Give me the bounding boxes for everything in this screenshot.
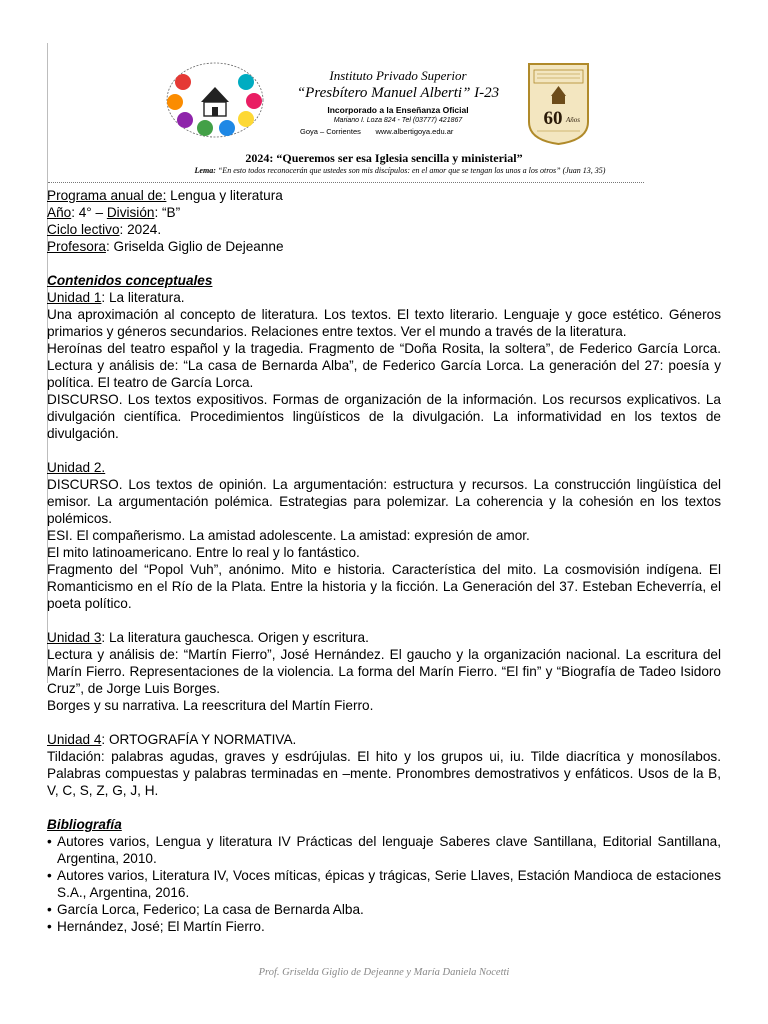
year-value: : 4° – — [71, 205, 107, 220]
school-logo — [153, 57, 278, 142]
bibliography-item — [47, 918, 721, 935]
contents-heading: Contenidos conceptuales — [47, 273, 213, 288]
unit4-label: Unidad 4 — [47, 732, 102, 747]
unit1-paragraph: Una aproximación al concepto de literatura. Los textos. El texto literario. Lenguaje y goce estético. Géneros primarios y géneros secundarios. Relaciones entre textos. Ver el mundo a través de la literatura. — [47, 307, 721, 339]
institute-name: Instituto Privado Superior — [329, 68, 467, 83]
lema-label: Lema: — [194, 166, 216, 175]
cycle-line — [47, 221, 721, 238]
bullet-icon: • — [47, 902, 52, 917]
unit3-heading — [47, 629, 721, 646]
year-motto: 2024: “Queremos ser esa Iglesia sencilla y ministerial” — [245, 151, 523, 165]
unit1-label: Unidad 1 — [47, 290, 102, 305]
institute-website: www.albertigoya.edu.ar — [375, 127, 454, 136]
bibliography-item — [47, 833, 721, 867]
bibliography-heading: Bibliografía — [47, 817, 122, 832]
bibliography-item — [47, 901, 721, 918]
program-label: Programa anual de: — [47, 188, 167, 203]
teacher-line — [47, 238, 721, 255]
institute-address: Mariano I. Loza 824 - Tel (03777) 421867 — [333, 117, 463, 124]
cycle-value: : 2024. — [119, 222, 162, 237]
division-value: : “B” — [154, 205, 181, 220]
unit1-paragraph: Heroínas del teatro español y la tragedia. Fragmento de “Doña Rosita, la soltera”, de Federico García Lorca. Lectura y análisis de: “La casa de Bernarda Alba”, de Federico García Lorca. La generación del 27: poesía y política. El teatro de García Lorca. — [47, 341, 721, 390]
teacher-label: Profesora — [47, 239, 106, 254]
crest-number: 60 — [543, 108, 563, 129]
institute-location — [286, 126, 510, 137]
unit3-label: Unidad 3 — [47, 630, 102, 645]
bibliography-item — [47, 867, 721, 901]
unit1-heading — [47, 289, 721, 306]
unit2-paragraph: DISCURSO. Los textos de opinión. La argumentación: estructura y recursos. La construcción lingüística del emisor. La argumentación polémica. Estrategias para polemizar. La coherencia y la cohesión en los textos polémicos. — [47, 477, 721, 526]
unit2-heading — [47, 459, 721, 476]
crest-word: Años — [566, 116, 580, 124]
bullet-icon: • — [47, 834, 52, 849]
unit3-paragraph: Lectura y análisis de: “Martín Fierro”, José Hernández. El gaucho y la organización nacional. La escritura del Marín Fierro. Representaciones de la violencia. La forma del Marín Fierro. “El fin” y “Biografía de Tadeo Isidoro Cruz”, de Jorge Luis Borges. — [47, 647, 721, 696]
year-label: Año — [47, 205, 72, 220]
bullet-icon: • — [47, 919, 52, 934]
cycle-label: Ciclo lectivo — [47, 222, 120, 237]
anniversary-crest-icon — [527, 62, 590, 146]
bibliography-text: Hernández, José; El Martín Fierro. — [57, 919, 265, 934]
unit4-title: : ORTOGRAFÍA Y NORMATIVA. — [101, 732, 297, 747]
bibliography-text: García Lorca, Federico; La casa de Bernarda Alba. — [57, 902, 364, 917]
lema — [100, 165, 700, 176]
program-line — [47, 187, 721, 204]
year-line — [47, 204, 721, 221]
unit2-label: Unidad 2. — [47, 460, 106, 475]
bibliography-text: Autores varios, Literatura IV, Voces míticas, épicas y trágicas, Serie Llaves, Estación Mandioca de estaciones S.A., Argentina, 2016. — [57, 868, 721, 900]
footer-authors: Prof. Griselda Giglio de Dejeanne y María Daniela Nocetti — [258, 967, 510, 978]
bibliography-text: Autores varios, Lengua y literatura IV Prácticas del lenguaje Saberes clave Santillana, Editorial Santillana, Argentina, 2010. — [57, 834, 721, 866]
unit1-title: : La literatura. — [101, 290, 185, 305]
document-body — [47, 187, 721, 935]
division-label: División — [106, 205, 155, 220]
unit3-paragraph: Borges y su narrativa. La reescritura del Martín Fierro. — [47, 698, 374, 713]
teacher-value: : Griselda Giglio de Dejeanne — [105, 239, 284, 254]
incorporation-note: Incorporado a la Enseñanza Oficial — [327, 105, 469, 115]
unit2-paragraph: El mito latinoamericano. Entre lo real y lo fantástico. — [47, 545, 360, 560]
program-value: Lengua y literatura — [166, 188, 283, 203]
institute-city: Goya – Corrientes — [300, 127, 361, 136]
unit4-paragraph: Tildación: palabras agudas, graves y esdrújulas. El hito y los grupos ui, iu. Tilde diacrítica y monosílabos. Palabras compuestas y palabras terminadas en –mente. Pronombres demostrativos y enfáticos. Usos de la B, V, C, S, Z, G, J, H. — [47, 749, 721, 798]
institute-patron: “Presbítero Manuel Alberti” I-23 — [296, 85, 500, 101]
header-divider — [48, 182, 644, 183]
unit2-paragraph: ESI. El compañerismo. La amistad adolescente. La amistad: expresión de amor. — [47, 528, 530, 543]
unit3-title: : La literatura gauchesca. Origen y escritura. — [101, 630, 369, 645]
unit1-paragraph: DISCURSO. Los textos expositivos. Formas de organización de la información. Los recursos explicativos. La divulgación científica. Procedimientos lingüísticos de la divulgación. La informatividad en los textos de divulgación. — [47, 392, 721, 441]
lema-text: “En esto todos reconocerán que ustedes son mis discípulos: en el amor que se tengan los unos a los otros” (Juan 13, 35) — [217, 166, 606, 175]
unit4-heading — [47, 731, 721, 748]
unit2-paragraph: Fragmento del “Popol Vuh”, anónimo. Mito e historia. Característica del mito. La cosmovisión indígena. El Romanticismo en el Río de la Plata. Entre la historia y la ficción. La Generación del 37. Esteban Echeverría, el poeta político. — [47, 562, 721, 611]
institute-header — [286, 68, 510, 137]
bullet-icon: • — [47, 868, 52, 883]
